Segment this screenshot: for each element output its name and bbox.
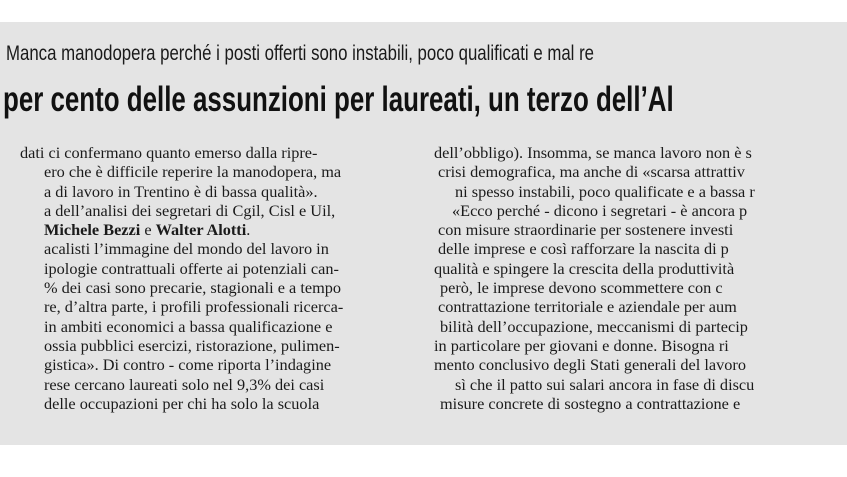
text-line: delle occupazioni per chi ha solo la scuola (44, 393, 320, 413)
text-line: misure concrete di sostegno a contrattazione e (440, 393, 741, 413)
text-line: «Ecco perché - dicono i segretari - è ancora p (452, 200, 748, 220)
author-conjunction: e (140, 220, 156, 240)
author-name: Michele Bezzi (44, 220, 141, 240)
author-name: Walter Alotti (155, 220, 247, 240)
text-line: contrattazione territoriale e aziendale per aum (438, 297, 737, 317)
text-line: ossia pubblici esercizi, ristorazione, pulimen- (44, 335, 340, 355)
text-line: crisi demografica, ma anche di «scarsa attrattiv (438, 162, 745, 182)
text-line: mento conclusivo degli Stati generali del lavoro (434, 355, 746, 375)
text-line: a di lavoro in Trentino è di bassa qualità». (44, 181, 318, 201)
article-column-right (432, 143, 847, 413)
text-line: acalisti l’immagine del mondo del lavoro in (44, 239, 329, 259)
text-line: sì che il patto sui salari ancora in fase di discu (455, 374, 755, 394)
article-subtitle: Manca manodopera perché i posti offerti sono instabili, poco qualificati e mal re (6, 42, 595, 65)
text-line: ero che è difficile reperire la manodopera, ma (44, 162, 342, 182)
author-line (0, 220, 440, 239)
text-line: dati ci confermano quanto emerso dalla ripre- (20, 143, 318, 162)
text-line: bilità dell’occupazione, meccanismi di partecip (440, 316, 748, 336)
article-headline: per cento delle assunzioni per laureati, un terzo dell’Al (3, 80, 674, 119)
text-line: re, d’altra parte, i profili professionali ricerca- (44, 297, 344, 317)
text-line: rese cercano laureati solo nel 9,3% dei casi (44, 374, 325, 394)
article-column-left (0, 143, 440, 413)
text-line: a dell’analisi dei segretari di Cgil, Cisl e Uil, (44, 200, 336, 220)
text-line: gistica». Di contro - come riporta l’indagine (44, 355, 332, 375)
author-end: . (246, 220, 251, 240)
text-line: dell’obbligo). Insomma, se manca lavoro non è s (434, 143, 752, 162)
text-line: però, le imprese devono scommettere con c (440, 278, 723, 298)
text-line: qualità e spingere la crescita della produttività (434, 258, 735, 278)
text-line: con misure straordinarie per sostenere investi (438, 220, 734, 240)
text-line: in ambiti economici a bassa qualificazione e (44, 316, 333, 336)
text-line: in particolare per giovani e donne. Bisogna ri (434, 335, 729, 355)
newspaper-clipping (0, 22, 847, 445)
text-line: delle imprese e così rafforzare la nascita di p (438, 239, 729, 259)
text-line: ipologie contrattuali offerte ai potenziali can- (44, 258, 339, 278)
text-line: ni spesso instabili, poco qualificate e a bassa r (455, 181, 755, 201)
text-line: % dei casi sono precarie, stagionali e a tempo (44, 278, 342, 298)
